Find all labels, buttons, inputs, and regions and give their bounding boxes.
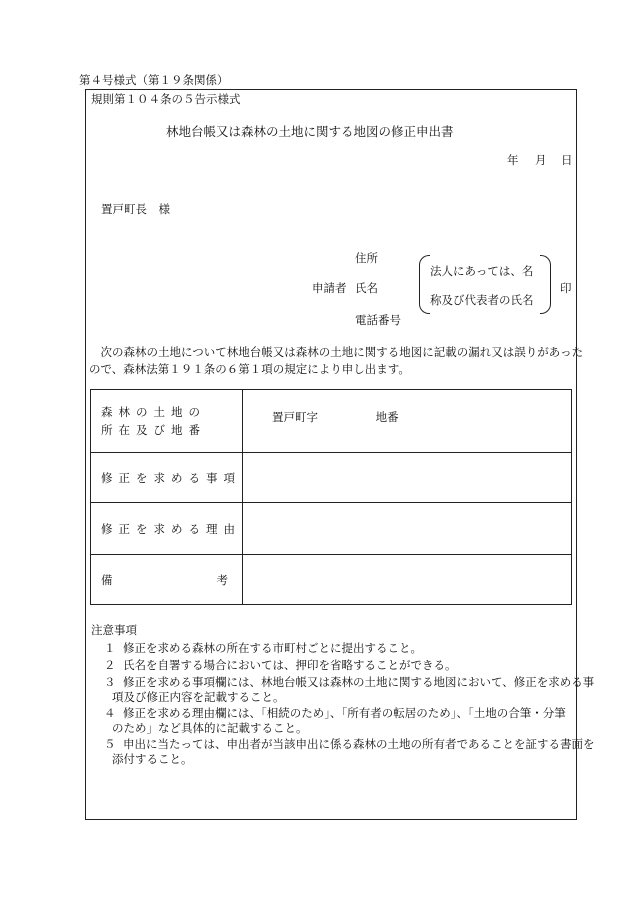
seal-mark: 印	[560, 281, 572, 295]
corporate-note-line2: 称及び代表者の氏名	[430, 293, 534, 307]
regulation-reference: 規則第１０４条の５告示様式	[91, 92, 241, 106]
intro-line-2: ので、森林法第１９１条の６第１項の規定により申し出ます。	[89, 362, 410, 376]
table-row	[91, 555, 572, 605]
intro-line-1: 次の森林の土地について林地台帳又は森林の土地に関する地図に記載の漏れ又は誤りがあった	[89, 345, 584, 359]
addressee: 置戸町長 様	[101, 202, 170, 216]
note-text-continued: 項及び修正内容を記載すること。	[112, 690, 285, 704]
remarks-label-right: 考	[216, 572, 228, 587]
location-label-line2: 所在及び地番	[101, 423, 206, 437]
location-label-cell	[91, 390, 243, 453]
document-title: 林地台帳又は森林の土地に関する地図の修正申出書	[166, 124, 454, 139]
correction-reason-label: 修正を求める理由	[91, 503, 243, 555]
remarks-field[interactable]	[243, 555, 572, 605]
remarks-label-cell	[91, 555, 243, 605]
application-table	[90, 389, 572, 605]
table-row	[91, 503, 572, 555]
note-number: ２	[104, 658, 116, 672]
town-prefix: 置戸町字	[272, 410, 318, 424]
date-month: 月	[535, 153, 547, 167]
date-day: 日	[561, 153, 573, 167]
note-text: 修正を求める理由欄には、「相続のため」、「所有者の転居のため」、「土地の合筆・分筆	[123, 706, 566, 720]
remarks-label-left: 備	[101, 572, 113, 587]
lot-number-label: 地番	[375, 410, 399, 424]
right-bracket	[540, 255, 551, 314]
note-number: ４	[104, 706, 116, 720]
notes-heading: 注意事項	[91, 623, 137, 637]
date-year: 年	[507, 153, 519, 167]
form-number: 第４号様式（第１９条関係）	[79, 73, 229, 87]
correction-item-label: 修正を求める事項	[91, 453, 243, 503]
left-bracket	[419, 255, 430, 314]
note-number: ３	[104, 675, 116, 689]
name-label: 氏名	[355, 281, 378, 295]
table-row	[91, 390, 572, 453]
note-number: １	[104, 641, 116, 655]
corporate-note-line1: 法人にあっては、名	[430, 264, 534, 278]
correction-reason-field[interactable]	[243, 503, 572, 555]
phone-label: 電話番号	[355, 313, 401, 327]
applicant-label: 申請者	[312, 281, 347, 295]
note-number: ５	[104, 737, 116, 751]
location-label-line1: 森林の土地の	[101, 405, 206, 419]
note-text: 氏名を自署する場合においては、押印を省略することができる。	[123, 658, 457, 672]
note-text-continued: 添付すること。	[112, 752, 193, 766]
note-text: 修正を求める森林の所在する市町村ごとに提出すること。	[123, 641, 422, 655]
address-label: 住所	[355, 251, 378, 265]
location-value-cell[interactable]	[243, 390, 572, 453]
correction-item-field[interactable]	[243, 453, 572, 503]
table-row	[91, 453, 572, 503]
note-text-continued: のため」など具体的に記載すること。	[112, 721, 308, 735]
note-text: 申出に当たっては、申出者が当該申出に係る森林の土地の所有者であることを証する書面を	[123, 737, 595, 751]
note-text: 修正を求める事項欄には、林地台帳又は森林の土地に関する地図において、修正を求める事	[123, 675, 595, 689]
